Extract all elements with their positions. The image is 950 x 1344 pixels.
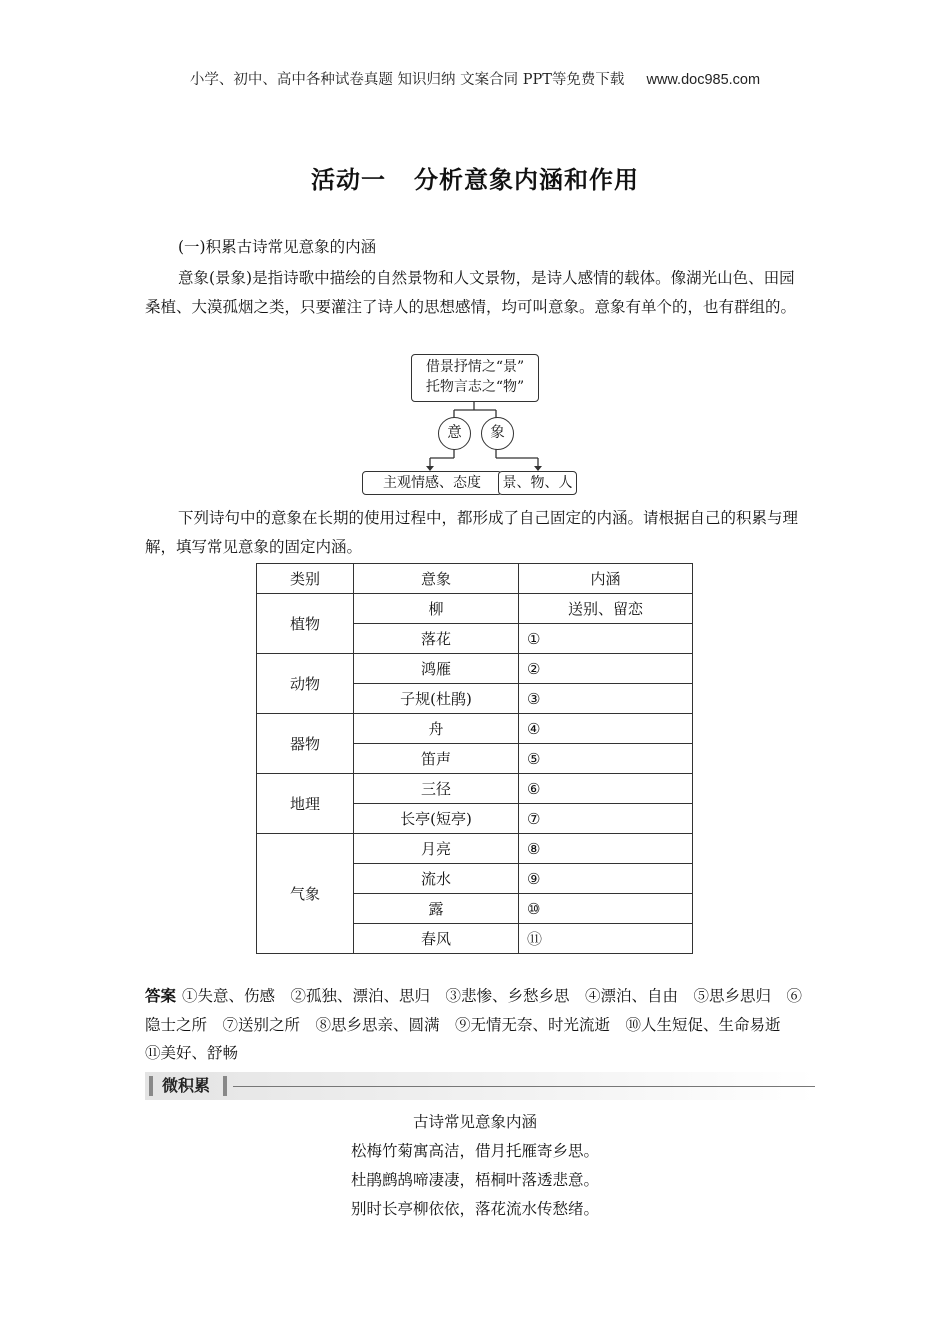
table-meaning: ⑧ xyxy=(519,834,693,864)
answer-text: ①失意、伤感 ②孤独、漂泊、思归 ③悲惨、乡愁乡思 ④漂泊、自由 ⑤思乡思归 ⑥隐士之所 ⑦送别之所 ⑧思乡思亲、圆满 ⑨无情无奈、时光流逝 ⑩人生短促、生命易逝 ⑪美好、舒畅 xyxy=(145,987,803,1062)
table-category: 植物 xyxy=(257,594,354,654)
section-heading: (一)积累古诗常见意象的内涵 xyxy=(178,238,377,256)
diagram-circle-xiang: 象 xyxy=(481,417,514,450)
title-topic: 分析意象内涵和作用 xyxy=(414,166,639,194)
diagram-top-line2: 托物言志之“物” xyxy=(425,379,525,395)
table-image: 露 xyxy=(354,894,519,924)
answer-block xyxy=(145,982,810,1068)
weijilei-label: 微积累 xyxy=(162,1076,211,1095)
instruction-paragraph: 下列诗句中的意象在长期的使用过程中，都形成了自己固定的内涵。请根据自己的积累与理解，填写常见意象的固定内涵。 xyxy=(145,509,799,556)
table-category: 器物 xyxy=(257,714,354,774)
table-meaning: ⑨ xyxy=(519,864,693,894)
table-row xyxy=(257,774,693,804)
answer-label: 答案 xyxy=(145,987,177,1005)
table-meaning: ⑩ xyxy=(519,894,693,924)
table-header-row xyxy=(257,564,693,594)
table-row xyxy=(257,594,693,624)
table-header: 内涵 xyxy=(519,564,693,594)
diagram-top-line1: 借景抒情之“景” xyxy=(425,359,525,375)
title-activity: 活动一 xyxy=(311,166,386,194)
table-image: 笛声 xyxy=(354,744,519,774)
table-image: 落花 xyxy=(354,624,519,654)
poem-title: 古诗常见意象内涵 xyxy=(412,1113,537,1131)
table-category: 气象 xyxy=(257,834,354,954)
table-image: 舟 xyxy=(354,714,519,744)
table-meaning: ④ xyxy=(519,714,693,744)
table-row xyxy=(257,834,693,864)
poem-line: 杜鹃鹧鸪啼凄凄，梧桐叶落透悲意。 xyxy=(350,1171,599,1189)
table-row xyxy=(257,654,693,684)
poem-line: 松梅竹菊寓高洁，借月托雁寄乡思。 xyxy=(350,1142,599,1160)
table-meaning: ⑤ xyxy=(519,744,693,774)
poem-line: 别时长亭柳依依，落花流水传愁绪。 xyxy=(350,1200,599,1218)
header-url[interactable]: www.doc985.com xyxy=(646,72,761,88)
table-image: 鸿雁 xyxy=(354,654,519,684)
weijilei-banner xyxy=(145,1072,815,1100)
table-meaning: ⑪ xyxy=(519,924,693,954)
table-image: 长亭(短亭) xyxy=(354,804,519,834)
table-row xyxy=(257,714,693,744)
imagery-table xyxy=(256,563,693,954)
intro-paragraph: 意象(景象)是指诗歌中描绘的自然景物和人文景物，是诗人感情的载体。像湖光山色、田园桑植、大漠孤烟之类，只要灌注了诗人的思想感情，均可叫意象。意象有单个的，也有群组的。 xyxy=(145,269,797,316)
imagery-diagram xyxy=(340,350,610,500)
page-title xyxy=(0,160,950,195)
table-meaning: ⑥ xyxy=(519,774,693,804)
table-image: 柳 xyxy=(354,594,519,624)
table-meaning: ② xyxy=(519,654,693,684)
table-meaning: ③ xyxy=(519,684,693,714)
table-image: 月亮 xyxy=(354,834,519,864)
table-image: 子规(杜鹃) xyxy=(354,684,519,714)
table-category: 地理 xyxy=(257,774,354,834)
table-category: 动物 xyxy=(257,654,354,714)
table-image: 三径 xyxy=(354,774,519,804)
diagram-top-box xyxy=(411,354,539,402)
header-text: 小学、初中、高中各种试卷真题 知识归纳 文案合同 PPT等免费下载 xyxy=(189,72,625,88)
diagram-bottom-right-box: 景、物、人 xyxy=(498,471,577,495)
page-header xyxy=(0,68,950,89)
diagram-circle-yi: 意 xyxy=(438,417,471,450)
table-image: 流水 xyxy=(354,864,519,894)
diagram-bottom-left-box: 主观情感、态度 xyxy=(362,471,502,495)
table-image: 春风 xyxy=(354,924,519,954)
table-meaning: ⑦ xyxy=(519,804,693,834)
table-meaning: 送别、留恋 xyxy=(519,594,693,624)
table-meaning: ① xyxy=(519,624,693,654)
table-header: 意象 xyxy=(354,564,519,594)
table-header: 类别 xyxy=(257,564,354,594)
